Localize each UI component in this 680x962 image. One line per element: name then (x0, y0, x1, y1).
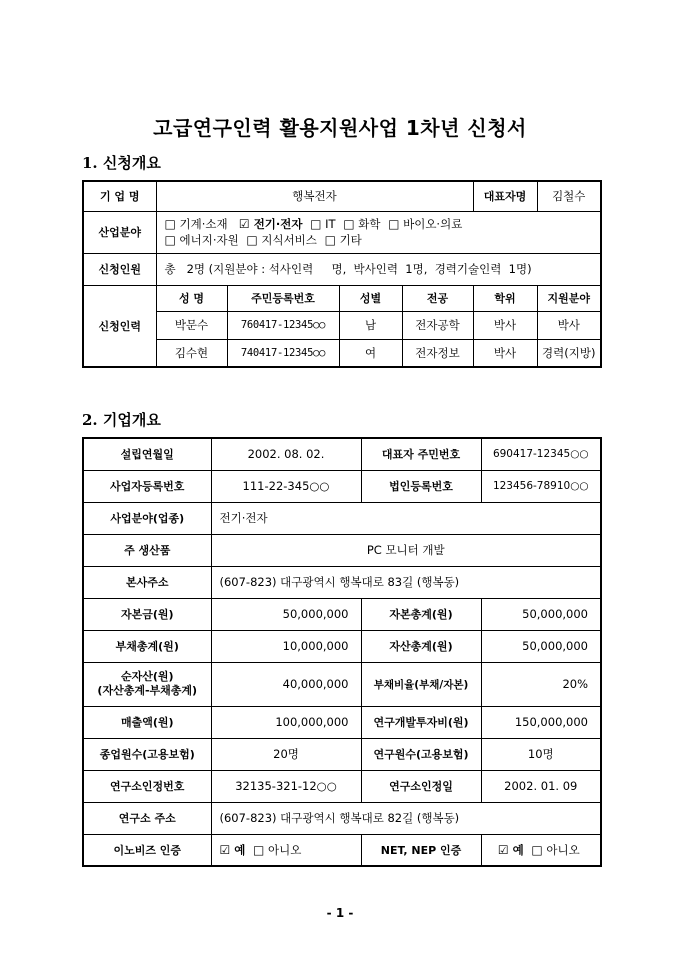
staff-degree: 박사 (473, 311, 537, 339)
asset-value: 50,000,000 (481, 630, 601, 662)
industry-label: 산업분야 (83, 211, 156, 253)
industry-option-other[interactable]: □ 기타 (324, 233, 362, 247)
checked-checkbox-icon: ☑ (497, 842, 509, 857)
researcher-count-label: 연구원수(고용보험) (361, 738, 481, 770)
employee-count-value: 20명 (211, 738, 361, 770)
company-overview-table (82, 437, 602, 867)
table-row (83, 311, 601, 339)
staff-gender: 여 (339, 339, 402, 367)
checkbox-icon: □ (310, 217, 322, 231)
business-no-label: 사업자등록번호 (83, 470, 211, 502)
industry-option-energy[interactable]: □ 에너지·자원 (164, 233, 239, 247)
ceo-id-label: 대표자 주민번호 (361, 438, 481, 470)
capital-value: 50,000,000 (211, 598, 361, 630)
staff-name: 김수현 (156, 339, 227, 367)
staff-header-degree: 학위 (473, 285, 537, 311)
debt-label: 부채총계(원) (83, 630, 211, 662)
application-overview-table (82, 180, 602, 368)
capital-label: 자본금(원) (83, 598, 211, 630)
staff-gender: 남 (339, 311, 402, 339)
company-name-value: 행복전자 (156, 181, 473, 211)
net-nep-no-option[interactable]: □ 아니오 (531, 842, 580, 857)
staff-major: 전자공학 (402, 311, 473, 339)
founded-label: 설립연월일 (83, 438, 211, 470)
sector-value: 전기·전자 (211, 502, 601, 534)
innobiz-no-option[interactable]: □ 아니오 (253, 842, 302, 857)
founded-value: 2002. 08. 02. (211, 438, 361, 470)
industry-option-it[interactable]: □ IT (310, 217, 336, 231)
business-no-value: 111-22-345○○ (211, 470, 361, 502)
staff-header-major: 전공 (402, 285, 473, 311)
applicant-count-label: 신청인원 (83, 253, 156, 285)
corporate-no-value: 123456-78910○○ (481, 470, 601, 502)
lab-cert-no-value: 32135-321-12○○ (211, 770, 361, 802)
company-name-label: 기 업 명 (83, 181, 156, 211)
sales-label: 매출액(원) (83, 706, 211, 738)
applicant-count-value: 총 2명 (지원분야 : 석사인력 명, 박사인력 1명, 경력기술인력 1명) (156, 253, 601, 285)
debt-value: 10,000,000 (211, 630, 361, 662)
lab-cert-no-label: 연구소인정번호 (83, 770, 211, 802)
checkbox-icon: □ (343, 217, 355, 231)
industry-option-knowledge-service[interactable]: □ 지식서비스 (246, 233, 317, 247)
staff-major: 전자정보 (402, 339, 473, 367)
employee-count-label: 종업원수(고용보험) (83, 738, 211, 770)
document-title: 고급연구인력 활용지원사업 1차년 신청서 (153, 116, 527, 140)
sales-value: 100,000,000 (211, 706, 361, 738)
staff-header-name: 성 명 (156, 285, 227, 311)
checkbox-icon: □ (324, 233, 336, 247)
checked-checkbox-icon: ☑ (238, 217, 250, 231)
staff-id: 760417-12345○○ (227, 311, 339, 339)
ceo-name-label: 대표자명 (473, 181, 537, 211)
rnd-investment-label: 연구개발투자비(원) (361, 706, 481, 738)
ceo-id-value: 690417-12345○○ (481, 438, 601, 470)
sector-label: 사업분야(업종) (83, 502, 211, 534)
lab-cert-date-label: 연구소인정일 (361, 770, 481, 802)
innobiz-options (211, 834, 361, 866)
checkbox-icon: □ (164, 217, 176, 231)
researcher-count-value: 10명 (481, 738, 601, 770)
staff-header-gender: 성별 (339, 285, 402, 311)
net-nep-options (481, 834, 601, 866)
lab-address-label: 연구소 주소 (83, 802, 211, 834)
staff-field: 박사 (537, 311, 601, 339)
lab-cert-date-value: 2002. 01. 09 (481, 770, 601, 802)
capital-total-value: 50,000,000 (481, 598, 601, 630)
net-nep-label: NET, NEP 인증 (361, 834, 481, 866)
checkbox-icon: □ (164, 233, 176, 247)
page-number: - 1 - (326, 906, 354, 920)
debt-ratio-value: 20% (481, 662, 601, 706)
checkbox-icon: □ (388, 217, 400, 231)
ceo-name-value: 김철수 (537, 181, 601, 211)
staff-header-id: 주민등록번호 (227, 285, 339, 311)
checkbox-icon: □ (253, 842, 265, 857)
innobiz-yes-option[interactable]: ☑ 예 (219, 842, 246, 857)
industry-option-machinery[interactable]: □ 기계·소재 (164, 217, 228, 231)
product-label: 주 생산품 (83, 534, 211, 566)
staff-degree: 박사 (473, 339, 537, 367)
net-asset-label (83, 662, 211, 706)
innobiz-label: 이노비즈 인증 (83, 834, 211, 866)
industry-option-bio[interactable]: □ 바이오·의료 (388, 217, 463, 231)
table-row (83, 339, 601, 367)
industry-option-chemistry[interactable]: □ 화학 (343, 217, 381, 231)
net-nep-yes-option[interactable]: ☑ 예 (497, 842, 524, 857)
industry-option-electronics[interactable]: ☑ 전기·전자 (238, 217, 303, 231)
net-asset-label-line-1: 순자산(원) (120, 670, 174, 683)
net-asset-value: 40,000,000 (211, 662, 361, 706)
checkbox-icon: □ (246, 233, 258, 247)
staff-id: 740417-12345○○ (227, 339, 339, 367)
rnd-investment-value: 150,000,000 (481, 706, 601, 738)
staff-label: 신청인력 (83, 285, 156, 367)
net-asset-label-line-2: (자산총계-부채총계) (97, 684, 198, 697)
staff-header-field: 지원분야 (537, 285, 601, 311)
capital-total-label: 자본총계(원) (361, 598, 481, 630)
asset-label: 자산총계(원) (361, 630, 481, 662)
industry-options (156, 211, 601, 253)
checked-checkbox-icon: ☑ (219, 842, 231, 857)
hq-address-label: 본사주소 (83, 566, 211, 598)
staff-field: 경력(지방) (537, 339, 601, 367)
section-1-heading: 1. 신청개요 (82, 154, 161, 172)
product-value: PC 모니터 개발 (211, 534, 601, 566)
staff-name: 박문수 (156, 311, 227, 339)
debt-ratio-label: 부채비율(부채/자본) (361, 662, 481, 706)
section-2-heading: 2. 기업개요 (82, 411, 161, 429)
hq-address-value: (607-823) 대구광역시 행복대로 83길 (행복동) (211, 566, 601, 598)
checkbox-icon: □ (531, 842, 543, 857)
lab-address-value: (607-823) 대구광역시 행복대로 82길 (행복동) (211, 802, 601, 834)
corporate-no-label: 법인등록번호 (361, 470, 481, 502)
